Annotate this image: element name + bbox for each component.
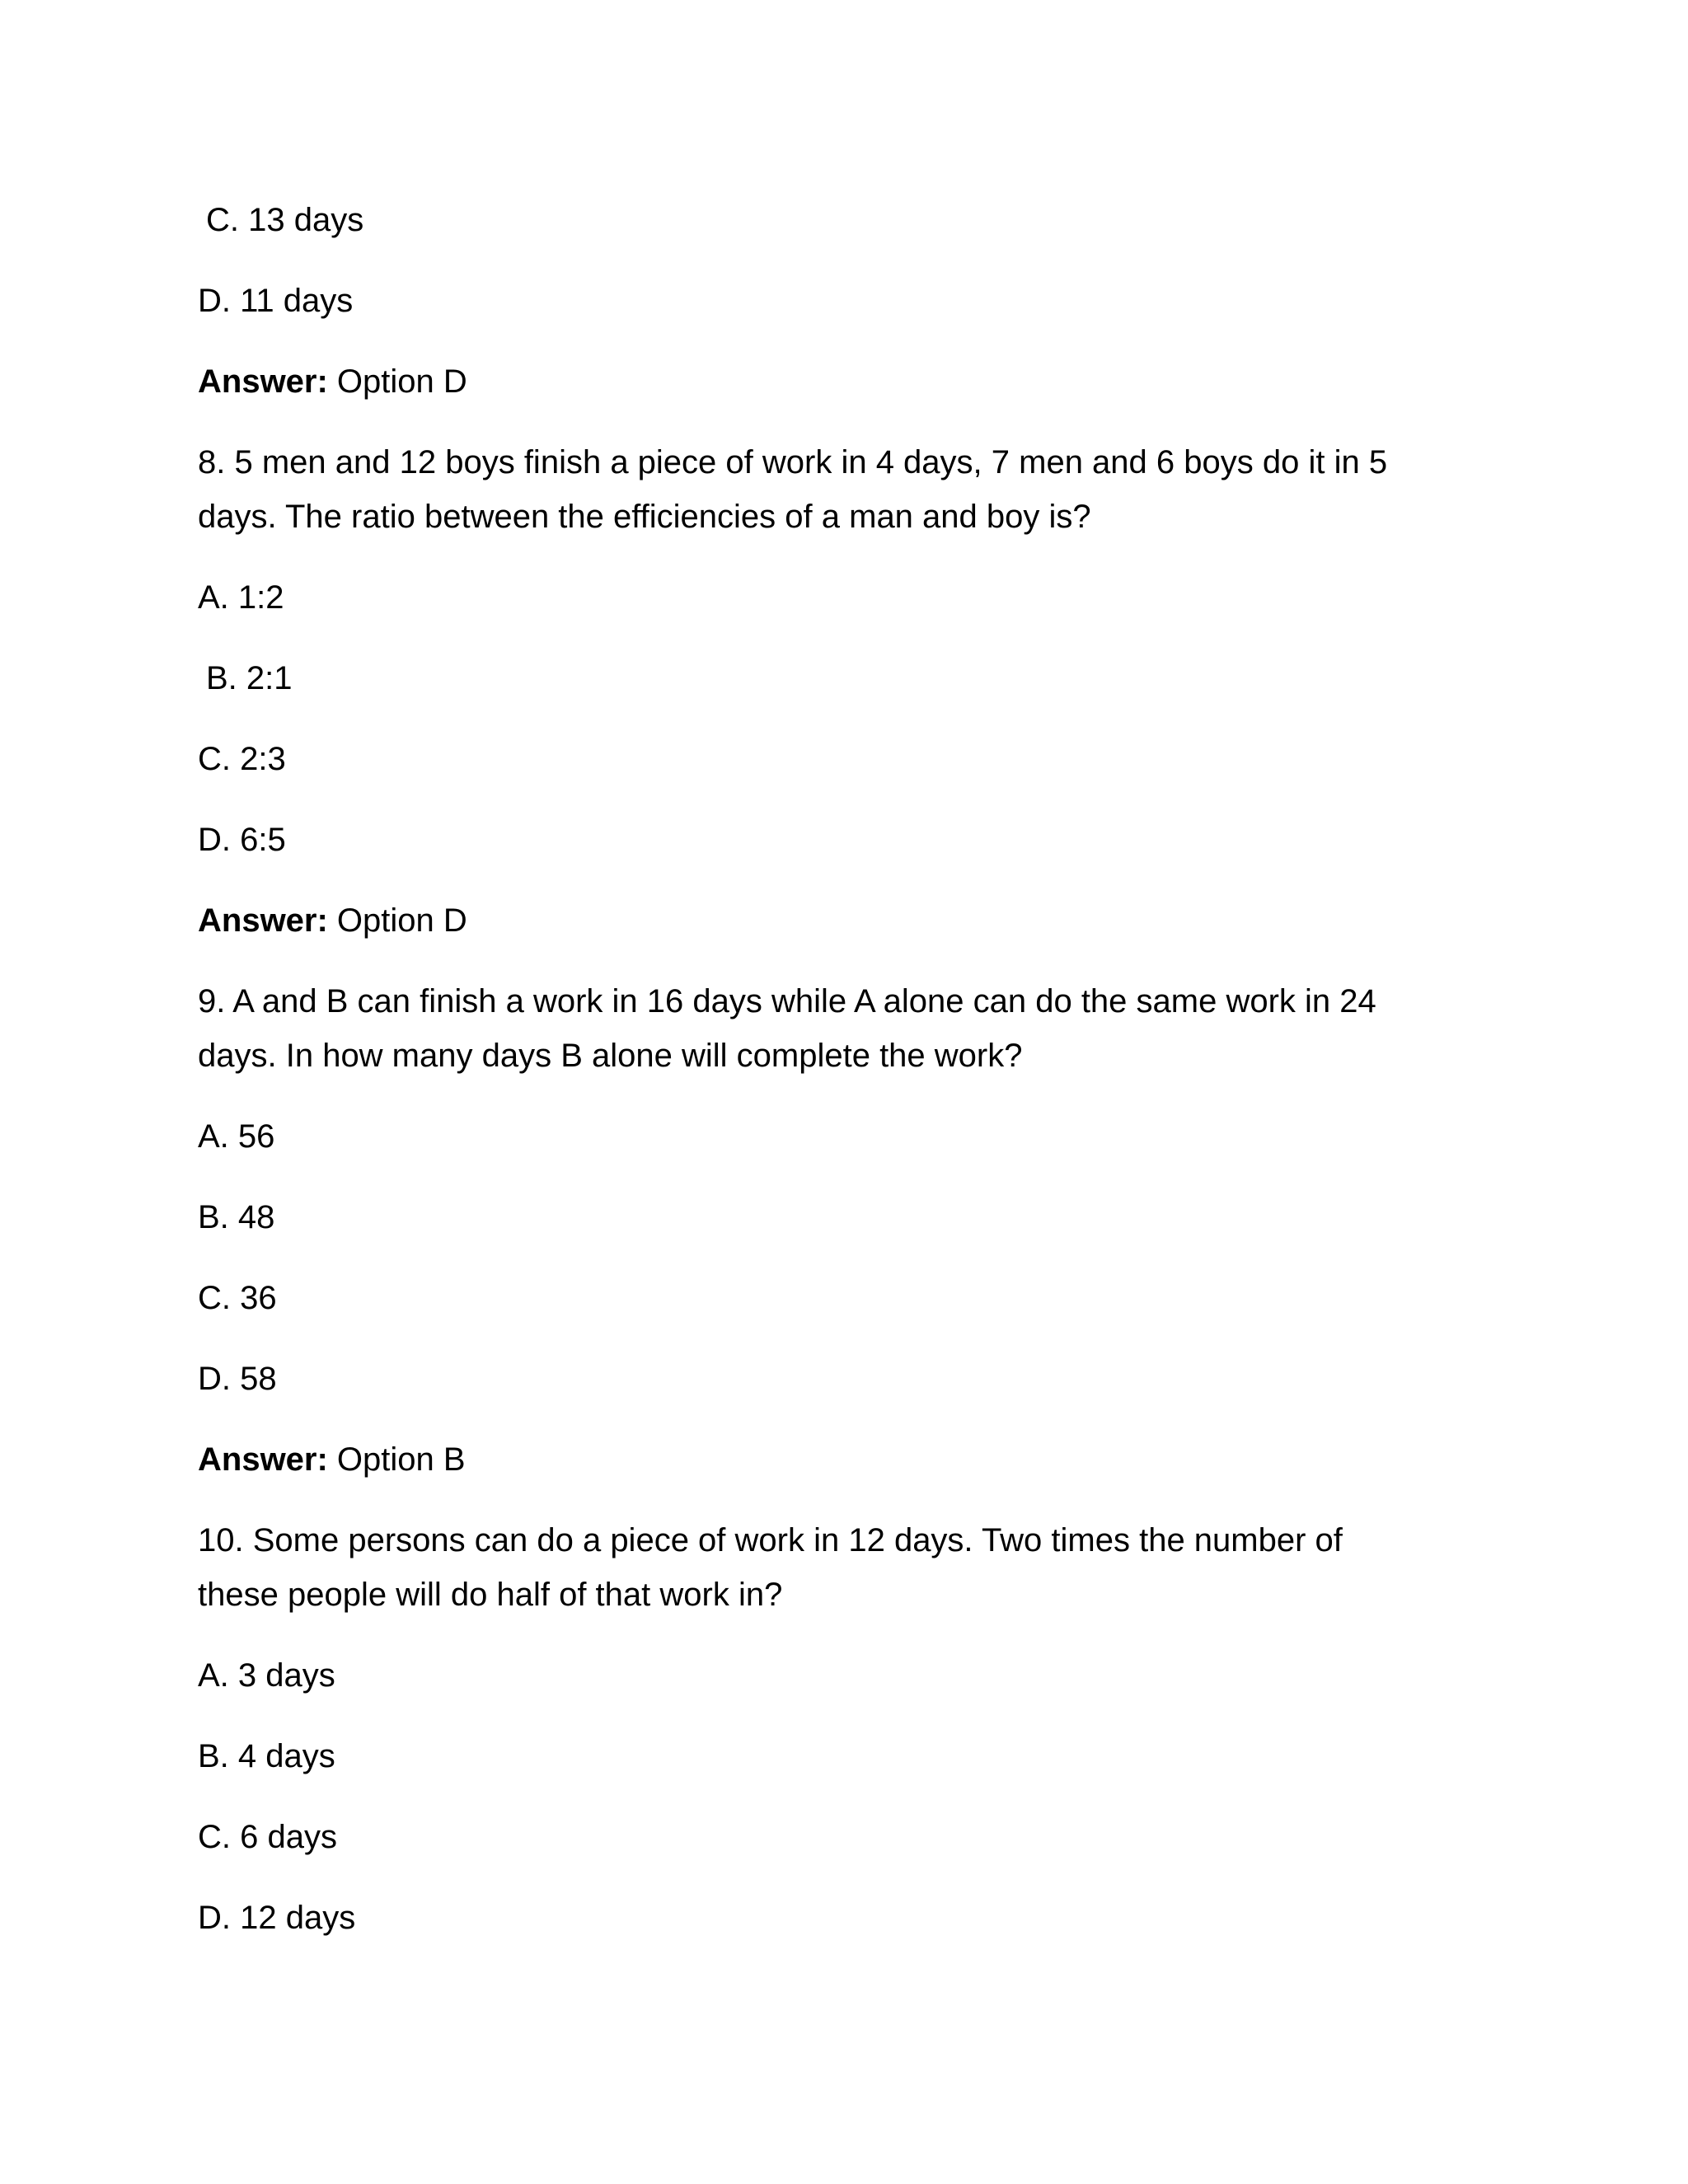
- q10-option-b: B. 4 days: [198, 1738, 335, 1774]
- q10-option-a: A. 3 days: [198, 1657, 335, 1694]
- q8-option-a: A. 1:2: [198, 579, 284, 616]
- q9-option-c: C. 36: [198, 1280, 277, 1316]
- q7-option-d: D. 11 days: [198, 283, 354, 319]
- q10-option-d: D. 12 days: [198, 1900, 356, 1936]
- q9-answer: [198, 1432, 466, 1487]
- q7-answer: [198, 354, 467, 409]
- q9-option-b: B. 48: [198, 1199, 275, 1235]
- q9-option-a: A. 56: [198, 1118, 275, 1155]
- q8-option-c: C. 2:3: [198, 741, 286, 777]
- q7-option-c: C. 13 days: [206, 202, 364, 238]
- q8-question-line-1: 8. 5 men and 12 boys finish a piece of work in 4 days, 7 men and 6 boys do it in 5: [198, 444, 1388, 480]
- q9-question-line-1: 9. A and B can finish a work in 16 days while A alone can do the same work in 24: [198, 983, 1376, 1019]
- q8-option-b: B. 2:1: [206, 660, 293, 696]
- q8-question-line-2: days. The ratio between the efficiencies of a man and boy is?: [198, 499, 1091, 535]
- answer-label: Answer:: [198, 363, 328, 400]
- answer-value: Option B: [327, 1441, 466, 1478]
- q8-option-d: D. 6:5: [198, 822, 286, 858]
- answer-value: Option D: [327, 363, 467, 400]
- q9-option-d: D. 58: [198, 1361, 277, 1397]
- q8-answer: [198, 893, 467, 948]
- q10-question-line-2: these people will do half of that work in?: [198, 1577, 783, 1613]
- answer-value: Option D: [327, 902, 467, 939]
- answer-label: Answer:: [198, 902, 328, 939]
- q9-question-line-2: days. In how many days B alone will complete the work?: [198, 1038, 1023, 1074]
- q10-option-c: C. 6 days: [198, 1819, 337, 1855]
- answer-label: Answer:: [198, 1441, 328, 1478]
- q10-question-line-1: 10. Some persons can do a piece of work in 12 days. Two times the number of: [198, 1522, 1343, 1558]
